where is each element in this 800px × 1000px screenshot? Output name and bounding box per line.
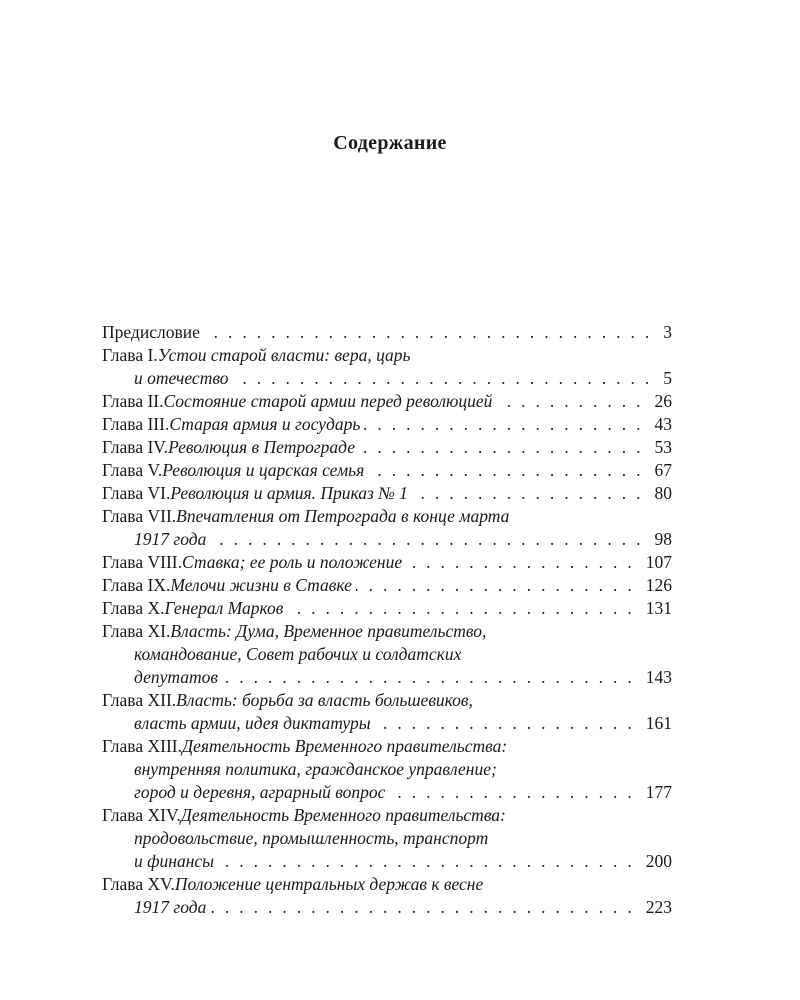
toc-entry-label: Глава X. (102, 598, 165, 618)
toc-entry-title: и финансы (134, 851, 215, 871)
toc-entry-line (102, 459, 672, 482)
toc-entry-label: Глава II. (102, 391, 164, 411)
toc-entry-title: Старая армия и государь (169, 414, 361, 434)
toc-entry[interactable] (102, 459, 672, 482)
toc-entry-line (102, 827, 672, 850)
toc-page-number: 5 (663, 368, 672, 388)
toc-entry-label: Глава I. (102, 345, 158, 365)
dot-leader (389, 781, 641, 804)
toc-page-number: 200 (645, 851, 672, 871)
toc-entry-line (102, 666, 672, 689)
toc-entry-title: Устои старой власти: вера, царь (157, 345, 411, 365)
toc-entry-line (102, 413, 672, 436)
dot-leader (359, 436, 651, 459)
toc-entry[interactable] (102, 321, 672, 344)
toc-entry-title: 1917 года (134, 897, 207, 917)
dot-leader (406, 551, 642, 574)
dot-leader (412, 482, 651, 505)
toc-entry[interactable] (102, 505, 672, 551)
toc-entry-line (102, 896, 672, 919)
toc-entry-title: Положение центральных держав к весне (174, 874, 484, 894)
toc-entry-line (102, 758, 672, 781)
toc-entry-title: Революция и царская семья (162, 460, 365, 480)
toc-entry-label: Глава III. (102, 414, 170, 434)
toc-page-number: 53 (654, 437, 672, 457)
toc-page-number: 80 (654, 483, 672, 503)
toc-entry-line (102, 597, 672, 620)
toc-entry[interactable] (102, 413, 672, 436)
toc-entry[interactable] (102, 436, 672, 459)
toc-page-number: 43 (654, 414, 672, 434)
table-of-contents (102, 321, 672, 919)
toc-entry-line (102, 505, 672, 528)
toc-entry-line (102, 367, 672, 390)
toc-page-number: 223 (645, 897, 672, 917)
toc-entry-label: Глава VI. (102, 483, 171, 503)
toc-entry-title: власть армии, идея диктатуры (134, 713, 371, 733)
dot-leader (222, 666, 642, 689)
toc-entry-title: продовольствие, промышленность, транспорт (134, 828, 489, 848)
toc-entry-label: Глава XII. (102, 690, 177, 710)
toc-entry[interactable] (102, 735, 672, 804)
toc-entry-label: Глава VIII. (102, 552, 182, 572)
toc-entry[interactable] (102, 551, 672, 574)
toc-entry-title: Мелочи жизни в Ставке (170, 575, 352, 595)
toc-entry-line (102, 804, 672, 827)
toc-entry-label: Предисловие (102, 322, 200, 342)
toc-entry-line (102, 873, 672, 896)
toc-entry-title: Генерал Марков (164, 598, 284, 618)
toc-entry[interactable] (102, 574, 672, 597)
toc-entry-title: Ставка; ее роль и положение (181, 552, 403, 572)
toc-entry-line (102, 689, 672, 712)
dot-leader (496, 390, 650, 413)
toc-entry[interactable] (102, 344, 672, 390)
toc-page-number: 98 (654, 529, 672, 549)
toc-entry-title: командование, Совет рабочих и солдатских (134, 644, 462, 664)
toc-entry-title: 1917 года (134, 529, 207, 549)
toc-page-number: 126 (645, 575, 672, 595)
toc-entry-label: Глава V. (102, 460, 163, 480)
toc-entry-label: Глава VII. (102, 506, 177, 526)
toc-entry-label: Глава XIV. (102, 805, 181, 825)
toc-entry-title: Впечатления от Петрограда в конце марта (176, 506, 510, 526)
toc-entry-title: Деятельность Временного правительства: (181, 736, 508, 756)
toc-entry-line (102, 390, 672, 413)
toc-page-number: 3 (663, 322, 672, 342)
toc-entry-label: Глава IV. (102, 437, 169, 457)
toc-entry-line (102, 321, 672, 344)
toc-entry[interactable] (102, 804, 672, 873)
toc-page-number: 107 (645, 552, 672, 572)
toc-entry-line (102, 528, 672, 551)
dot-leader (232, 367, 659, 390)
toc-entry[interactable] (102, 873, 672, 919)
toc-page-number: 177 (645, 782, 672, 802)
dot-leader (368, 459, 650, 482)
toc-entry-title: Власть: Дума, Временное правительство, (170, 621, 487, 641)
toc-entry-line (102, 482, 672, 505)
toc-entry-line (102, 781, 672, 804)
toc-entry-title: Состояние старой армии перед революцией (163, 391, 493, 411)
toc-entry-title: город и деревня, аграрный вопрос (134, 782, 386, 802)
toc-entry-title: депутатов (134, 667, 218, 687)
toc-entry-line (102, 344, 672, 367)
page-title: Содержание (333, 132, 447, 154)
toc-entry-label: Глава XIII. (102, 736, 182, 756)
toc-entry-line (102, 620, 672, 643)
toc-page-number: 131 (645, 598, 672, 618)
dot-leader (287, 597, 641, 620)
toc-entry-line (102, 850, 672, 873)
toc-page-number: 67 (654, 460, 672, 480)
toc-page-number: 143 (645, 667, 672, 687)
toc-entry-title: Революция и армия. Приказ № 1 (170, 483, 408, 503)
toc-entry-line (102, 735, 672, 758)
toc-entry-line (102, 574, 672, 597)
toc-page-number: 161 (645, 713, 672, 733)
toc-entry[interactable] (102, 482, 672, 505)
toc-entry-label: Глава XI. (102, 621, 171, 641)
dot-leader (356, 574, 642, 597)
toc-entry[interactable] (102, 390, 672, 413)
dot-leader (210, 896, 641, 919)
dot-leader (218, 850, 642, 873)
toc-entry[interactable] (102, 620, 672, 689)
toc-entry[interactable] (102, 597, 672, 620)
toc-entry-title: и отечество (134, 368, 229, 388)
toc-entry-title: Деятельность Временного правительства: (180, 805, 506, 825)
dot-leader (204, 321, 659, 344)
toc-entry-line (102, 436, 672, 459)
toc-entry-title: Власть: борьба за власть большевиков, (176, 690, 473, 710)
toc-entry-title: внутренняя политика, гражданское управление; (134, 759, 497, 779)
toc-entry[interactable] (102, 689, 672, 735)
dot-leader (364, 413, 650, 436)
toc-entry-line (102, 551, 672, 574)
toc-page-number: 26 (654, 391, 672, 411)
toc-entry-title: Революция в Петрограде (168, 437, 355, 457)
dot-leader (375, 712, 642, 735)
toc-entry-label: Глава XV. (102, 874, 175, 894)
toc-entry-line (102, 643, 672, 666)
dot-leader (210, 528, 650, 551)
toc-entry-label: Глава IX. (102, 575, 171, 595)
toc-entry-line (102, 712, 672, 735)
